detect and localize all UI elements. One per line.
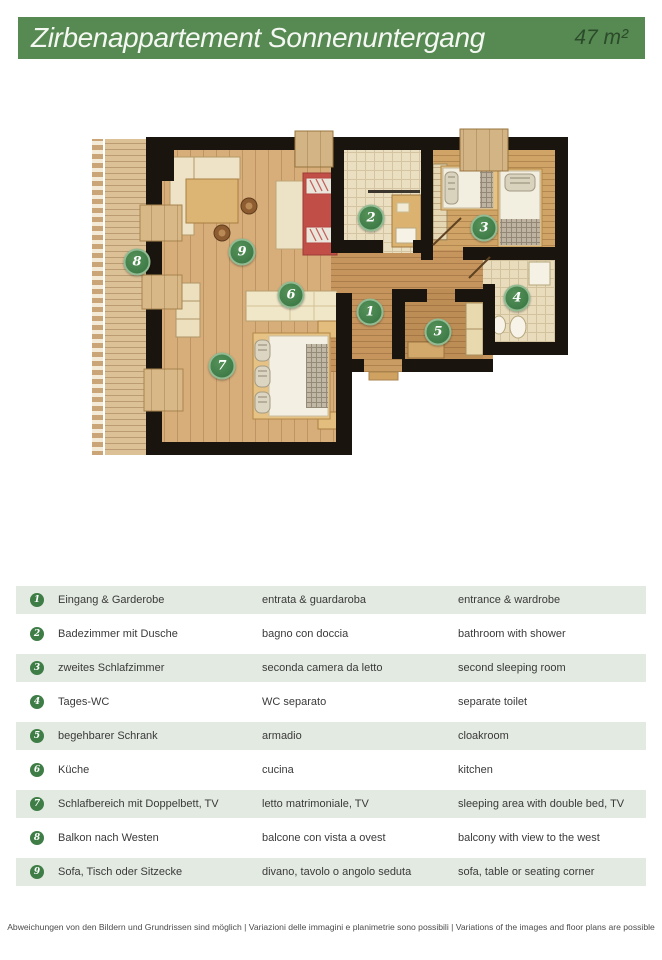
legend-row-6: [16, 753, 646, 787]
legend-row-4: [16, 685, 646, 719]
legend-row-1: [16, 583, 646, 617]
legend-row-3: [16, 651, 646, 685]
legend-text-en: entrance & wardrobe: [458, 594, 561, 606]
legend-text-it: entrata & guardaroba: [262, 594, 366, 606]
legend-number-badge: 8: [30, 831, 44, 845]
legend-text-en: sleeping area with double bed, TV: [458, 798, 625, 810]
legend-text-de: Küche: [58, 764, 90, 776]
legend-text-en: bathroom with shower: [458, 628, 566, 640]
legend-text-de: begehbarer Schrank: [58, 730, 158, 742]
legend-text-de: Schlafbereich mit Doppelbett, TV: [58, 798, 219, 810]
floorplan: [86, 107, 576, 475]
legend-number-badge: 7: [30, 797, 44, 811]
legend-text-de: zweites Schlafzimmer: [58, 662, 165, 674]
legend-text-de: Balkon nach Westen: [58, 832, 159, 844]
legend-text-en: sofa, table or seating corner: [458, 866, 595, 878]
legend-text-en: cloakroom: [458, 730, 509, 742]
legend-row-8: [16, 821, 646, 855]
legend-text-it: bagno con doccia: [262, 628, 349, 640]
legend-text-it: balcone con vista a ovest: [262, 832, 386, 844]
legend-text-en: balcony with view to the west: [458, 832, 600, 844]
plan-marker-2: 2: [358, 205, 385, 232]
floorplan-graphic: [86, 107, 576, 475]
plan-marker-7: 7: [209, 353, 236, 380]
legend-row-2: [16, 617, 646, 651]
header-bar: [18, 17, 645, 59]
legend-text-it: divano, tavolo o angolo seduta: [262, 866, 412, 878]
legend-number-badge: 9: [30, 865, 44, 879]
legend-text-en: separate toilet: [458, 696, 528, 708]
legend-number-badge: 6: [30, 763, 44, 777]
plan-marker-9: 9: [229, 239, 256, 266]
legend-row-5: [16, 719, 646, 753]
page-title: Zirbenappartement Sonnenuntergang: [31, 22, 485, 53]
legend-row-9: [16, 855, 646, 889]
plan-marker-6: 6: [278, 282, 305, 309]
legend-text-de: Eingang & Garderobe: [58, 594, 165, 606]
legend-number-badge: 3: [30, 661, 44, 675]
disclaimer-text: Abweichungen von den Bildern und Grundrissen sind möglich | Variazioni delle immagini e planimetrie sono possibili | Variations of the images and floor plans are possible: [7, 922, 655, 932]
apartment-area: 47 m²: [574, 26, 628, 49]
plan-marker-5: 5: [425, 319, 452, 346]
legend-number-badge: 5: [30, 729, 44, 743]
legend-text-it: armadio: [262, 730, 302, 742]
legend-text-it: seconda camera da letto: [262, 662, 383, 674]
plan-marker-8: 8: [124, 249, 151, 276]
legend-text-de: Tages-WC: [58, 696, 110, 708]
legend-text-it: letto matrimoniale, TV: [262, 798, 369, 810]
plan-marker-3: 3: [471, 215, 498, 242]
legend-text-it: WC separato: [262, 696, 327, 708]
legend-number-badge: 1: [30, 593, 44, 607]
plan-marker-1: 1: [357, 299, 384, 326]
legend-text-it: cucina: [262, 764, 294, 776]
legend-text-en: second sleeping room: [458, 662, 566, 674]
legend-text-de: Sofa, Tisch oder Sitzecke: [58, 866, 183, 878]
plan-marker-4: 4: [504, 285, 531, 312]
legend-text-de: Badezimmer mit Dusche: [58, 628, 178, 640]
legend-number-badge: 4: [30, 695, 44, 709]
legend-text-en: kitchen: [458, 764, 493, 776]
legend-number-badge: 2: [30, 627, 44, 641]
legend-row-7: [16, 787, 646, 821]
legend-table: [16, 583, 646, 889]
